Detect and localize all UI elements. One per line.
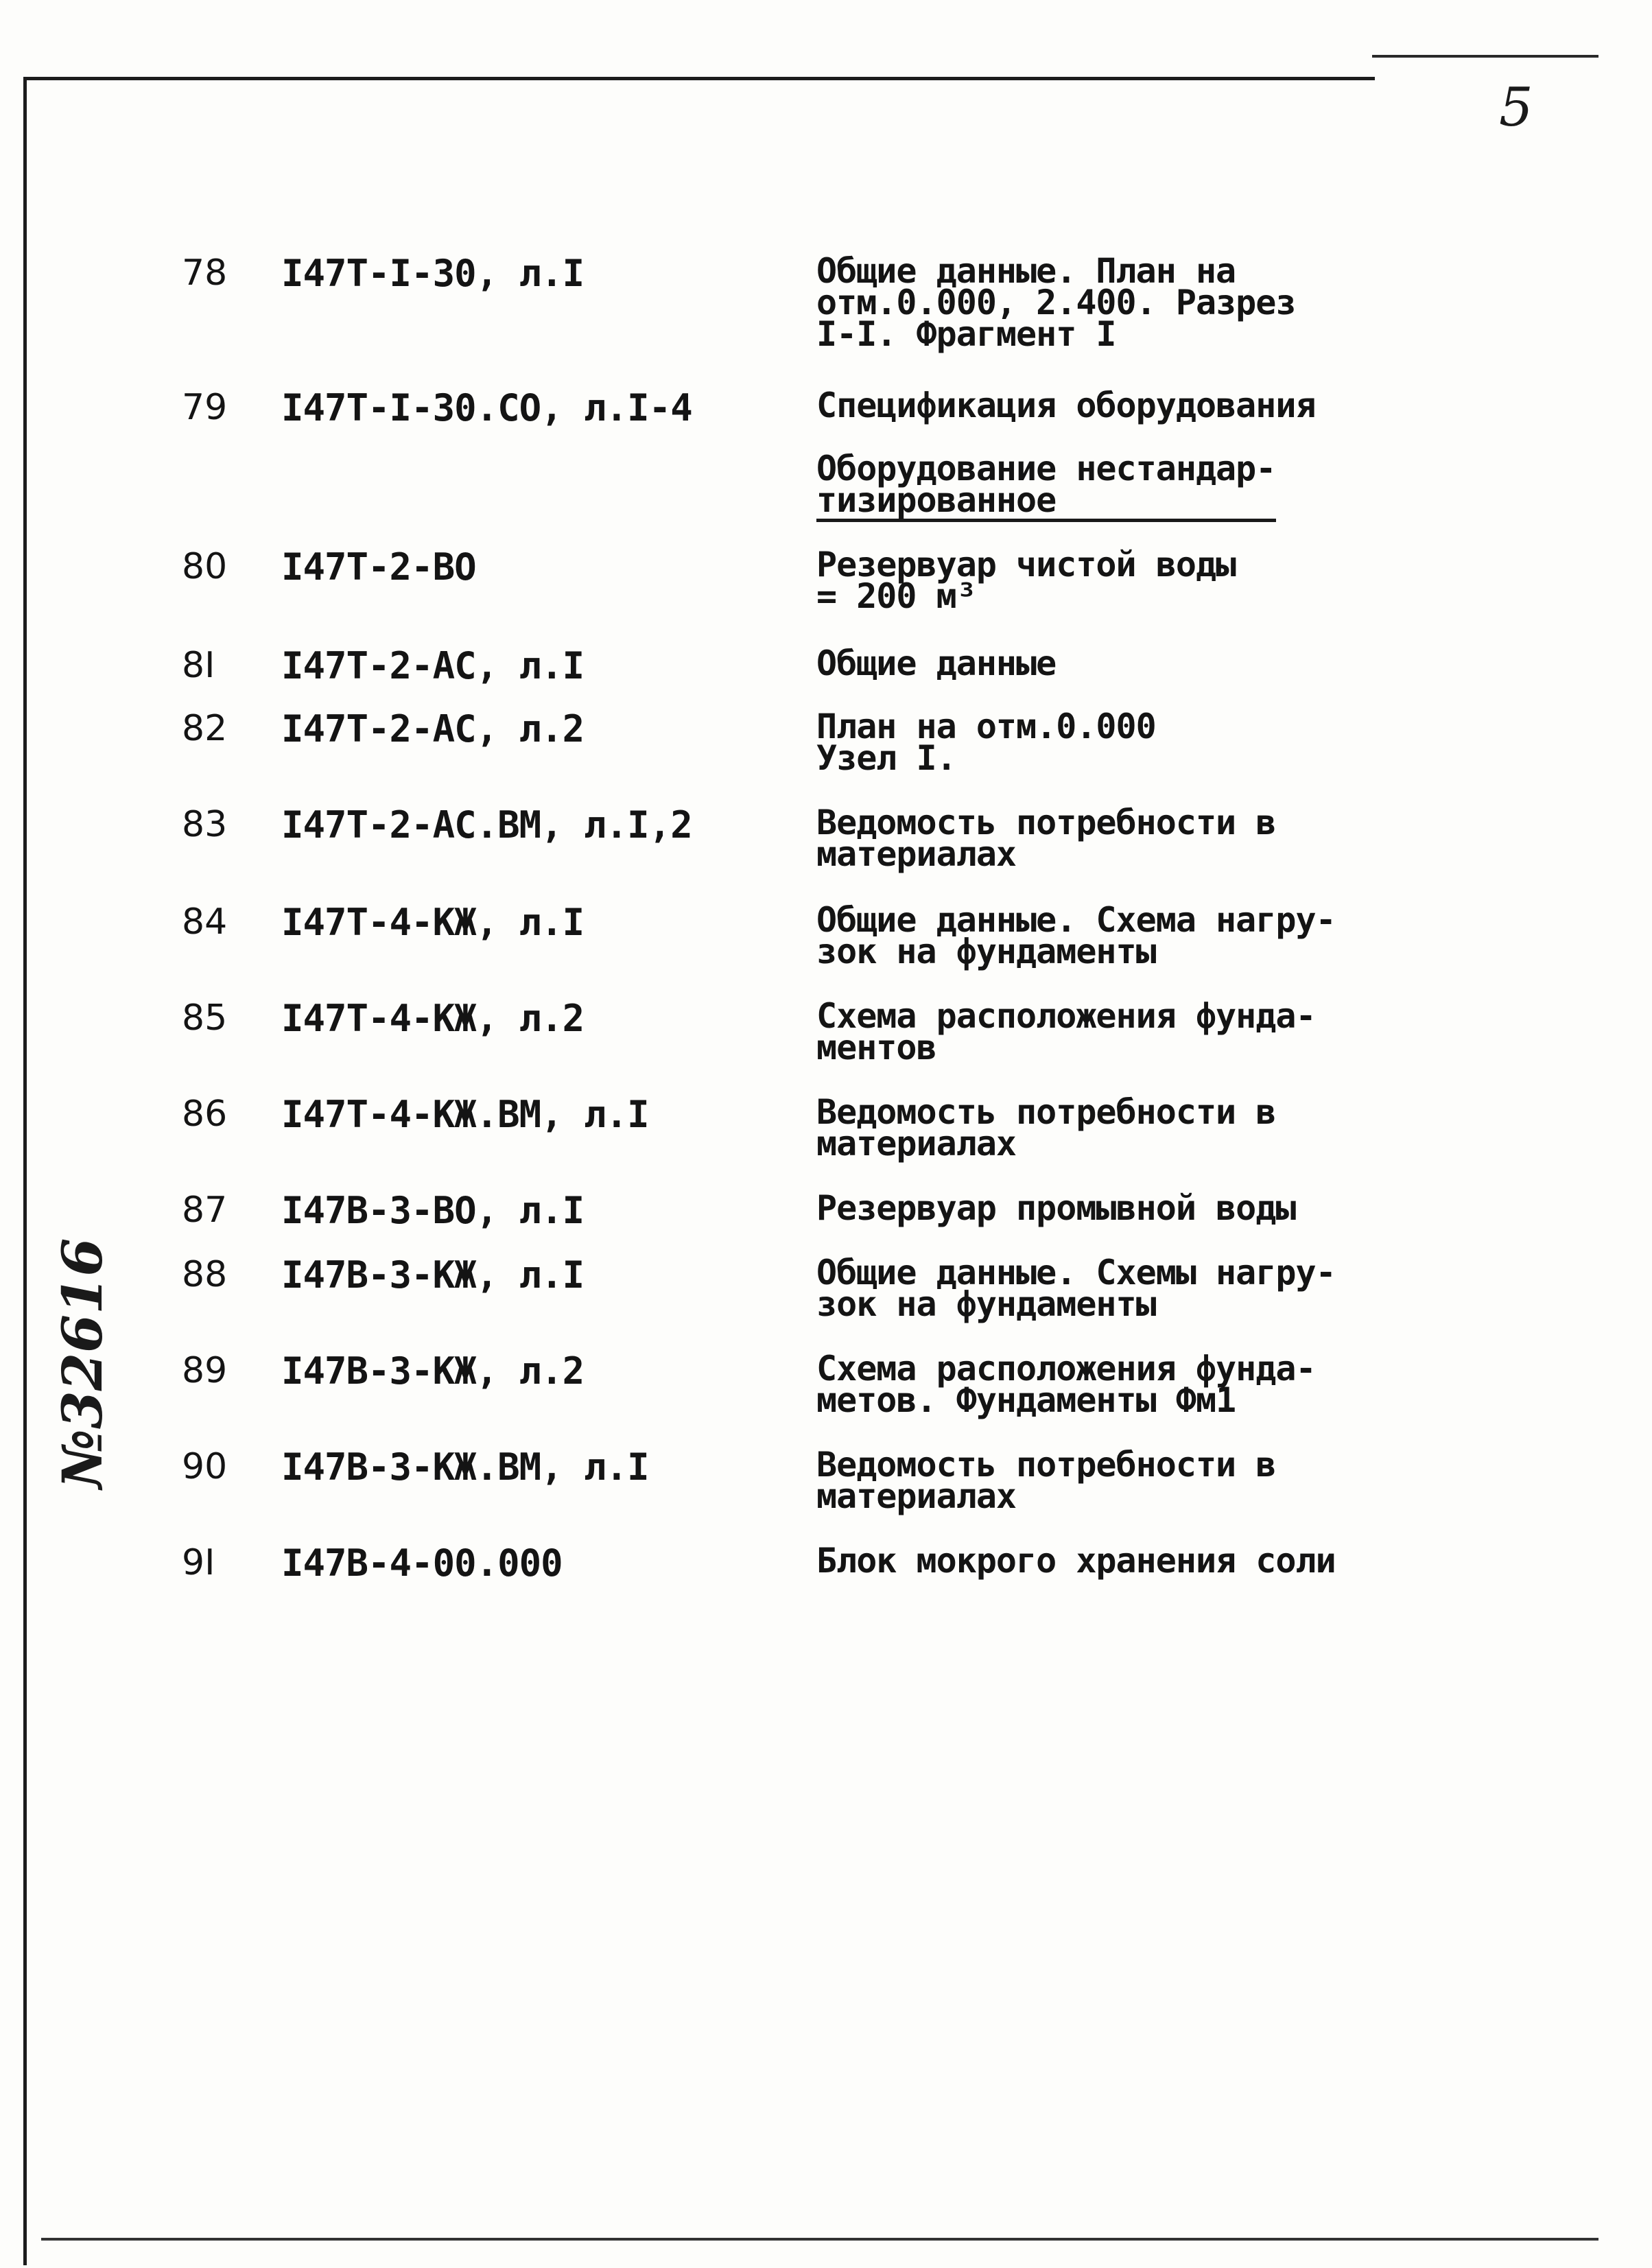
document-code: I47В-3-КЖ, л.I <box>281 1253 585 1297</box>
document-code: I47В-3-КЖ.ВМ, л.I <box>281 1445 649 1489</box>
page-number: 5 <box>1499 77 1533 139</box>
document-description: Спецификация оборудования <box>816 386 1316 425</box>
document-description: Ведомость потребности в материалах <box>816 1445 1276 1516</box>
archive-stamp: №32616 <box>50 1238 115 1489</box>
row-number: 87 <box>182 1190 228 1231</box>
document-code: I47Т-I-30.СО, л.I-4 <box>281 386 692 429</box>
document-description: Ведомость потребности в материалах <box>816 803 1276 874</box>
document-code: I47В-3-ВО, л.I <box>281 1189 585 1232</box>
document-code: I47Т-2-АС, л.I <box>281 644 585 687</box>
row-number: 82 <box>182 708 228 749</box>
row-number: 90 <box>182 1446 228 1487</box>
row-number: 89 <box>182 1350 228 1391</box>
row-number: 85 <box>182 997 228 1039</box>
row-number: 9I <box>182 1542 215 1583</box>
row-number: 80 <box>182 546 228 587</box>
document-code: I47Т-I-30, л.I <box>281 252 585 295</box>
row-number: 84 <box>182 901 228 943</box>
row-number: 78 <box>182 252 228 294</box>
document-code: I47Т-2-АС, л.2 <box>281 707 585 751</box>
document-description: Схема расположения фунда- ментов <box>816 996 1316 1067</box>
document-description: Резервуар чистой воды = 200 м³ <box>816 545 1236 616</box>
document-description: План на отм.0.000 Узел I. <box>816 707 1156 778</box>
document-description: Общие данные. План на отм.0.000, 2.400. Разрез I-I. Фрагмент I <box>816 251 1296 354</box>
document-description: Резервуар промывной воды <box>816 1188 1296 1228</box>
document-code: I47В-3-КЖ, л.2 <box>281 1349 585 1393</box>
document-code: I47Т-4-КЖ, л.I <box>281 901 585 944</box>
section-title: Оборудование нестандар- тизированное <box>816 453 1276 522</box>
document-code: I47Т-4-КЖ.ВМ, л.I <box>281 1093 649 1136</box>
document-code: I47В-4-00.000 <box>281 1541 563 1585</box>
row-number: 86 <box>182 1094 228 1135</box>
document-description: Схема расположения фунда- метов. Фундаменты Фм1 <box>816 1349 1316 1420</box>
document-code: I47Т-4-КЖ, л.2 <box>281 997 585 1040</box>
row-number: 88 <box>182 1254 228 1295</box>
document-description: Общие данные <box>816 643 1057 683</box>
row-number: 79 <box>182 387 228 428</box>
row-number: 8I <box>182 645 215 686</box>
document-description: Общие данные. Схема нагру- зок на фундаменты <box>816 900 1336 971</box>
document-description: Общие данные. Схемы нагру- зок на фундаменты <box>816 1253 1336 1324</box>
document-code: I47Т-2-ВО <box>281 545 476 589</box>
document-description: Блок мокрого хранения соли <box>816 1541 1336 1581</box>
document-code: I47Т-2-АС.ВМ, л.I,2 <box>281 803 692 847</box>
document-description: Ведомость потребности в материалах <box>816 1092 1276 1163</box>
row-number: 83 <box>182 804 228 845</box>
